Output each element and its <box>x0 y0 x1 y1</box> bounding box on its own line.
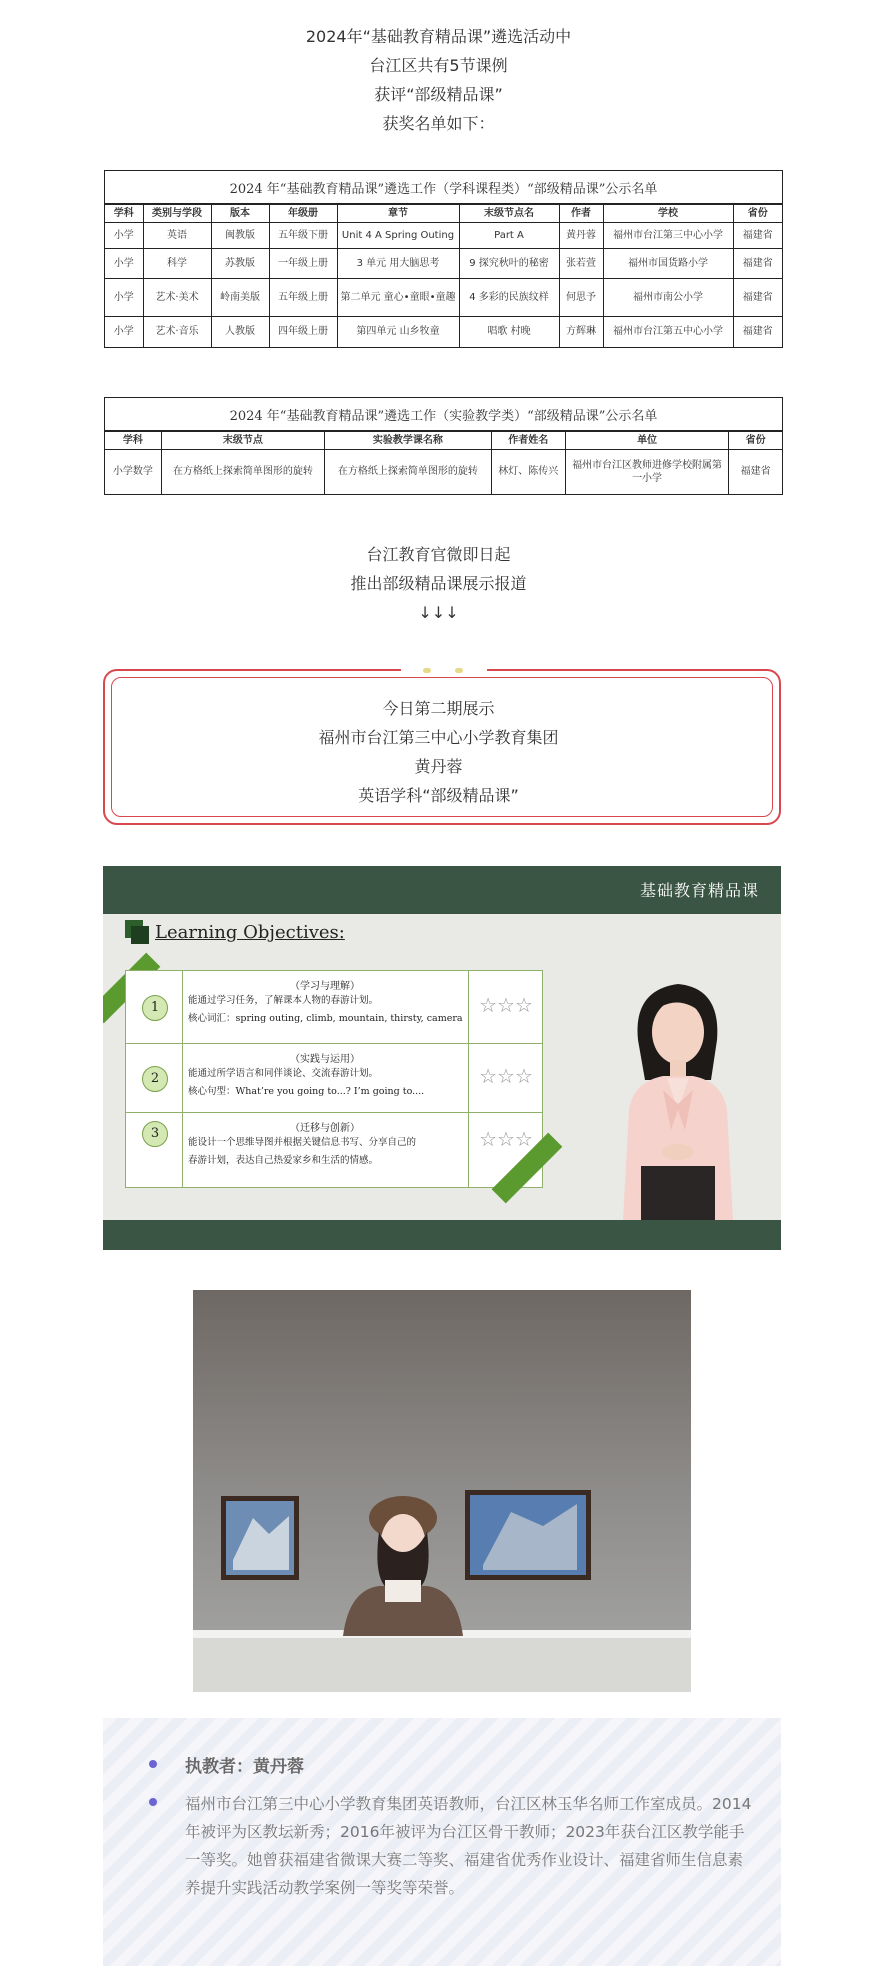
star-rating: ☆☆☆ <box>479 1127 533 1151</box>
table-cell: Unit 4 A Spring Outing <box>337 223 459 249</box>
table-cell: 唱歌 村晚 <box>459 317 559 347</box>
column-header: 末级节点名 <box>459 205 559 223</box>
objective-row <box>126 1044 542 1113</box>
table <box>105 431 782 494</box>
table-cell: 第四单元 山乡牧童 <box>337 317 459 347</box>
table-cell: Part A <box>459 223 559 249</box>
objective-text: 能通过所学语言和同伴谈论、交流春游计划。 <box>188 1068 379 1079</box>
table-row <box>105 279 782 317</box>
table <box>105 204 782 347</box>
table-cell: 岭南美版 <box>211 279 269 317</box>
intro-block <box>0 22 877 138</box>
column-header: 学校 <box>603 205 733 223</box>
intro-line: 获奖名单如下： <box>382 114 495 133</box>
objective-head: （实践与运用） <box>290 1054 360 1065</box>
table-cell: 在方格纸上探索简单图形的旋转 <box>161 450 324 494</box>
table-cell: 小学 <box>105 317 143 347</box>
table-cell: 闽教版 <box>211 223 269 249</box>
slide-footer-bar <box>103 1220 781 1250</box>
table-cell: 科学 <box>143 249 211 279</box>
table-cell: 福州市国货路小学 <box>603 249 733 279</box>
objectives-table <box>125 970 543 1188</box>
table-cell: 一年级上册 <box>269 249 337 279</box>
table-cell: 3 单元 用大脑思考 <box>337 249 459 279</box>
decor-dot <box>423 668 431 673</box>
objective-number: 3 <box>142 1121 168 1147</box>
column-header: 省份 <box>729 432 782 450</box>
table-cell: 人教版 <box>211 317 269 347</box>
column-header: 学科 <box>105 432 161 450</box>
award-table-experiment <box>104 397 783 495</box>
column-header: 年级册 <box>269 205 337 223</box>
award-table-subject <box>104 170 783 348</box>
table-cell: 福州市台江第三中心小学 <box>603 223 733 249</box>
objective-text: 能通过学习任务，了解课本人物的春游计划。 <box>188 995 379 1006</box>
photo-illustration <box>193 1290 691 1692</box>
table-cell: 艺术·美术 <box>143 279 211 317</box>
bullet-dot <box>149 1798 157 1806</box>
objective-text: 核心句型：What’re you going to...? I’m going to.... <box>188 1086 425 1097</box>
table-cell: 林灯、陈传兴 <box>491 450 565 494</box>
announcement <box>0 540 877 627</box>
table-cell: 何思予 <box>559 279 603 317</box>
bio-text: 福州市台江第三中心小学教育集团英语教师，台江区林玉华名师工作室成员。2014年被评为区教坛新秀；2016年被评为台江区骨干教师；2023年获台江区教学能手一等奖。她曾获福建省微课大赛二等奖、福建省优秀作业设计、福建省师生信息素养提升实践活动教学案例一等奖等荣誉。 <box>185 1795 752 1897</box>
intro-line: 获评“部级精品课” <box>374 85 503 104</box>
column-header: 单位 <box>565 432 728 450</box>
column-header: 类别与学段 <box>143 205 211 223</box>
objective-head: （学习与理解） <box>290 981 360 992</box>
announcement-line: 台江教育官微即日起 <box>366 545 511 564</box>
slide-header-bar <box>103 866 781 914</box>
table-cell: 方辉琳 <box>559 317 603 347</box>
column-header: 作者姓名 <box>491 432 565 450</box>
square-icon <box>131 926 149 944</box>
table-cell: 福建省 <box>733 279 782 317</box>
objective-text: 春游计划，表达自己热爱家乡和生活的情感。 <box>188 1155 379 1166</box>
lesson-slide <box>103 866 781 1250</box>
bio-name: 执教者：黄丹蓉 <box>185 1757 304 1777</box>
table-cell: 五年级上册 <box>269 279 337 317</box>
column-header: 作者 <box>559 205 603 223</box>
table-cell: 福州市台江区教师进修学校附属第一小学 <box>565 450 728 494</box>
table-cell: 苏教版 <box>211 249 269 279</box>
table-cell: 小学 <box>105 249 143 279</box>
table-cell: 在方格纸上探索简单图形的旋转 <box>325 450 491 494</box>
objective-number: 2 <box>142 1066 168 1092</box>
objective-head: （迁移与创新） <box>290 1123 360 1134</box>
frame-line: 福州市台江第三中心小学教育集团 <box>318 728 559 747</box>
announcement-line: 推出部级精品课展示报道 <box>350 574 527 593</box>
table-row <box>105 249 782 279</box>
table-title: 2024 年“基础教育精品课”遴选工作（实验教学类）“部级精品课”公示名单 <box>105 398 782 431</box>
table-cell: 英语 <box>143 223 211 249</box>
table-cell: 福建省 <box>729 450 782 494</box>
table-cell: 9 探究秋叶的秘密 <box>459 249 559 279</box>
table-cell: 四年级上册 <box>269 317 337 347</box>
table-cell: 张若萱 <box>559 249 603 279</box>
table-cell: 福州市南公小学 <box>603 279 733 317</box>
table-row <box>105 450 782 494</box>
objective-number: 1 <box>142 995 168 1021</box>
table-cell: 4 多彩的民族纹样 <box>459 279 559 317</box>
decor-dot <box>455 668 463 673</box>
objective-row <box>126 971 542 1044</box>
frame-line: 黄丹蓉 <box>414 757 463 776</box>
frame-gap <box>401 667 487 677</box>
teacher-figure <box>593 970 763 1220</box>
table-cell: 福建省 <box>733 317 782 347</box>
bio-panel <box>103 1718 781 1966</box>
table-cell: 黄丹蓉 <box>559 223 603 249</box>
table-row <box>105 223 782 249</box>
table-cell: 福建省 <box>733 249 782 279</box>
table-cell: 福建省 <box>733 223 782 249</box>
star-rating: ☆☆☆ <box>479 993 533 1017</box>
frame-text <box>0 694 877 810</box>
column-header: 学科 <box>105 205 143 223</box>
objective-row <box>126 1113 542 1186</box>
table-title: 2024 年“基础教育精品课”遴选工作（学科课程类）“部级精品课”公示名单 <box>105 171 782 204</box>
table-cell: 小学数学 <box>105 450 161 494</box>
table-cell: 第二单元 童心•童眼•童趣 <box>337 279 459 317</box>
column-header: 实验教学课名称 <box>325 432 491 450</box>
objective-text: 核心词汇：spring outing, climb, mountain, thirsty, camera <box>188 1013 463 1024</box>
intro-line: 台江区共有5节课例 <box>369 56 508 75</box>
down-arrows: ↓↓↓ <box>418 603 459 622</box>
column-header: 省份 <box>733 205 782 223</box>
table-cell: 小学 <box>105 223 143 249</box>
frame-line: 今日第二期展示 <box>382 699 495 718</box>
slide-brand: 基础教育精品课 <box>639 881 759 900</box>
teacher-photo <box>193 1290 691 1692</box>
table-cell: 艺术·音乐 <box>143 317 211 347</box>
table-cell: 五年级下册 <box>269 223 337 249</box>
column-header: 章节 <box>337 205 459 223</box>
frame-line: 英语学科“部级精品课” <box>358 786 519 805</box>
table-cell: 福州市台江第五中心小学 <box>603 317 733 347</box>
column-header: 末级节点 <box>161 432 324 450</box>
objective-text: 能设计一个思维导图并根据关键信息书写、分享自己的 <box>188 1137 417 1148</box>
bullet-dot <box>149 1760 157 1768</box>
table-row <box>105 317 782 347</box>
column-header: 版本 <box>211 205 269 223</box>
slide-heading: Learning Objectives: <box>155 922 345 943</box>
star-rating: ☆☆☆ <box>479 1064 533 1088</box>
table-cell: 小学 <box>105 279 143 317</box>
intro-line: 2024年“基础教育精品课”遴选活动中 <box>305 27 572 46</box>
